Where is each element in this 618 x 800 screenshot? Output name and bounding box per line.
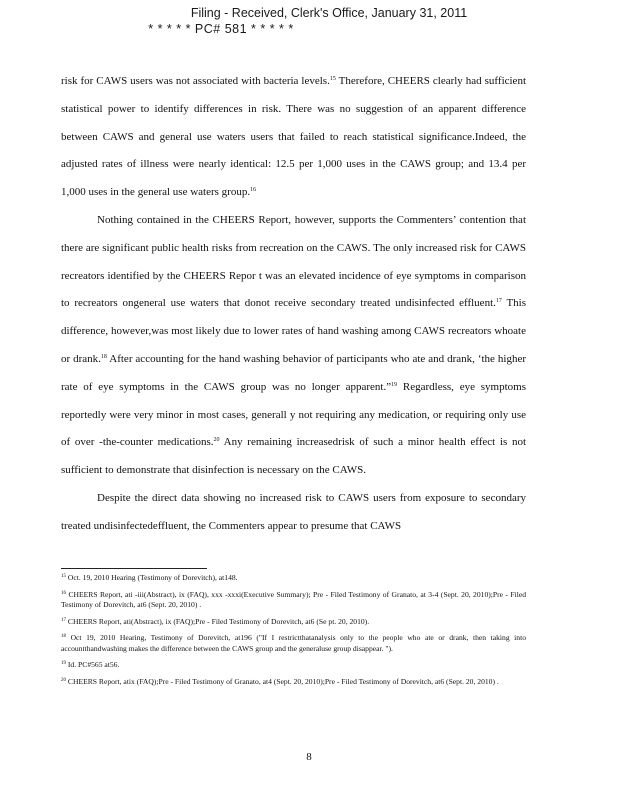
paragraph-text: This difference, however,was most likely due to lower rates of hand washing among CAWS recreators whoate or drank.: [61, 297, 526, 365]
filing-stamp-line: Filing - Received, Clerk's Office, January 31, 2011: [190, 6, 468, 20]
footnote-reference: 20: [213, 437, 220, 444]
footnote-text: Oct. 19, 2010 Hearing (Testimony of Dorevitch), at148.: [67, 573, 238, 582]
paragraph-text: Therefore, CHEERS clearly had sufficient statistical power to identify differences in risk. There was no suggestion of an apparent difference between CAWS and general use waters users that failed to reach statistical significance.Indeed, the adjusted rates of illness were nearly identical: 12.5 per 1,000 uses in the CAWS group; and 13.4 per 1,000 uses in the general use waters group.: [61, 75, 526, 199]
footnote-text: Id. PC#565 at56.: [67, 660, 120, 669]
body-paragraph: [61, 68, 526, 207]
paragraph-text: risk for CAWS users was not associated with bacteria levels.: [61, 75, 330, 87]
paragraph-text: Regardless, eye symptoms reportedly were very minor in most cases, generall y not requiring any medication, or requiring only use of over -the-counter medications.: [61, 380, 527, 449]
footnote-text: CHEERS Report, ati(Abstract), ix (FAQ);Pre - Filed Testimony of Dorevitch, at6 (Se pt. 20, 2010).: [67, 616, 370, 626]
footnote-number: 19: [61, 661, 66, 666]
pc-number-line: * * * * * PC# 581 * * * * *: [148, 22, 294, 36]
footnote-text: Oct 19, 2010 Hearing, Testimony of Dorevitch, at196 ("If I restrictthatanalysis only to the people who ate or drank, then taking into accountthandwashing makes the difference between the CAWS group and the generaluse group disappear. ").: [61, 633, 526, 653]
paragraph-text: Despite the direct data showing no increased risk to CAWS users from exposure to secondary treated undisinfectedeffluent, the Commenters appear to presume that CAWS: [61, 491, 526, 532]
footnote: [61, 677, 526, 688]
body-paragraph: [61, 485, 526, 541]
footnote: [61, 573, 526, 584]
footnote-divider: [61, 568, 207, 569]
footnote-reference: 18: [100, 353, 107, 360]
footnote-number: 20: [61, 677, 66, 683]
footnote-text: CHEERS Report, atix (FAQ);Pre - Filed Testimony of Granato, at4 (Sept. 20, 2010);Pre - Filed Testimony of Dorevitch, at6 (Sept. 20, 2010) .: [67, 676, 499, 686]
footnote: [61, 633, 526, 654]
footnote: [61, 660, 526, 671]
footnote-number: 16: [61, 590, 66, 596]
footnote-reference: 16: [250, 187, 257, 194]
footnote-text: CHEERS Report, ati -iii(Abstract), ix (FAQ), xxx -xxxi(Executive Summary); Pre - Filed Testimony of Granato, at 3-4 (Sept. 20, 2010);Pre - Filed Testimony of Dorevitch, at6 (Sept. 20, 2010) .: [61, 589, 526, 609]
footnote-number: 18: [61, 634, 66, 639]
body-paragraph: [61, 207, 526, 485]
footnote-reference: 17: [495, 298, 502, 305]
footnote-reference: 19: [391, 381, 398, 388]
paragraph-text: Any remaining increasedrisk of such a minor health effect is not sufficient to demonstrate that disinfection is necessary on the CAWS.: [61, 436, 527, 477]
paragraph-text: After accounting for the hand washing behavior of participants who ate and drank, ‘the higher rate of eye symptoms in the CAWS group was no longer apparent.”: [61, 352, 526, 393]
paragraph-text: Nothing contained in the CHEERS Report, however, supports the Commenters’ contention that there are significant public health risks from recreation on the CAWS. The only increased risk for CAWS recreators identified by the CHEERS Repor t was an elevated incidence of eye symptoms in comparison to recreators ongeneral use waters that donot receive secondary treated undisinfected effluent.: [61, 213, 526, 310]
footnote-number: 17: [61, 617, 66, 623]
footnotes: [61, 573, 526, 693]
footnote: [61, 590, 526, 611]
page-number: 8: [306, 751, 312, 763]
body-text: [61, 68, 526, 541]
footnote-number: 15: [61, 574, 66, 579]
footnote-reference: 15: [329, 76, 336, 82]
footnote: [61, 617, 526, 628]
